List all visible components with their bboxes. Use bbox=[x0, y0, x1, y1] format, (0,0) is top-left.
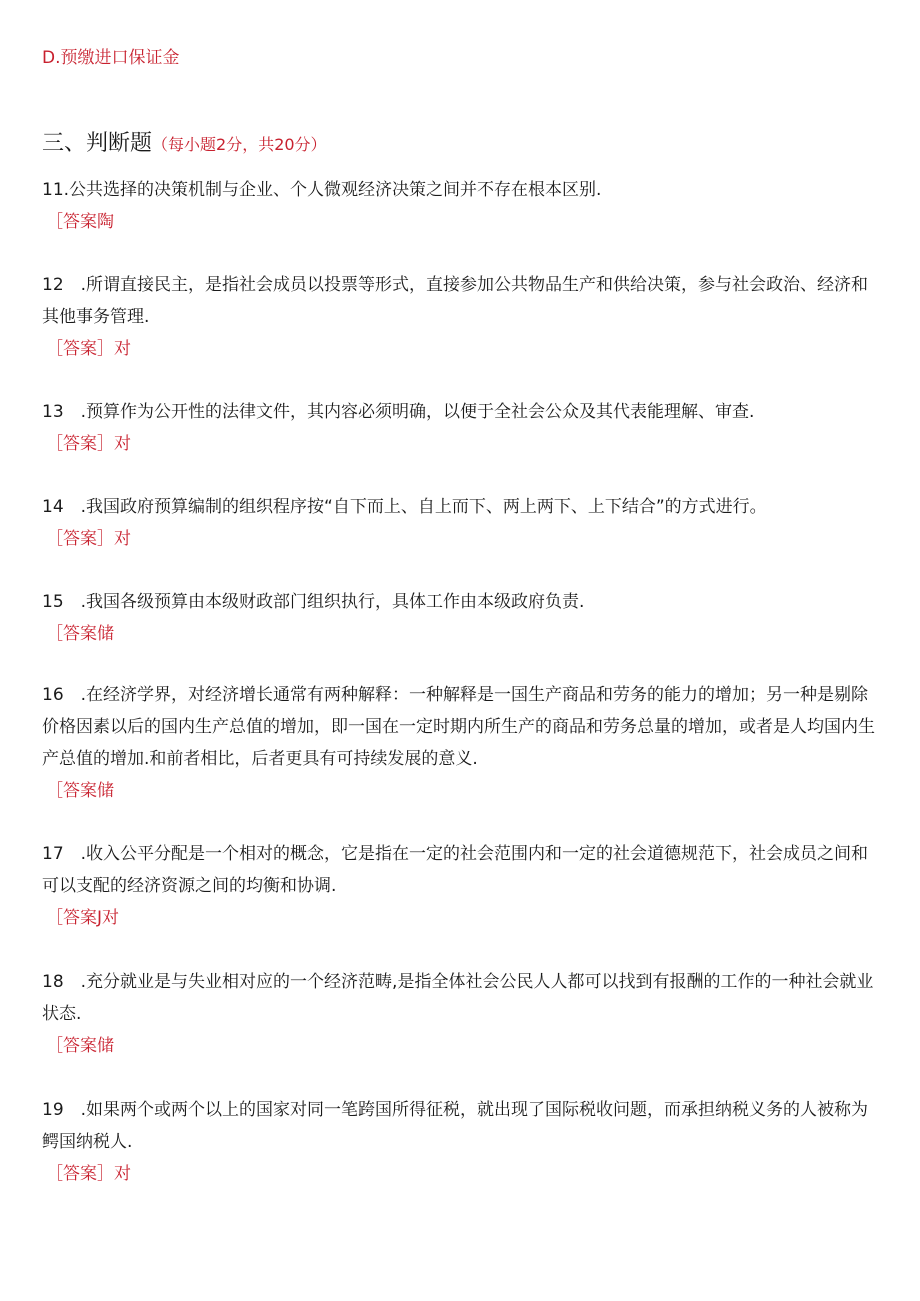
answer-label: ［答案］对 bbox=[46, 434, 131, 454]
question-13 bbox=[42, 396, 882, 460]
question-17 bbox=[42, 838, 882, 934]
question-text: 15 .我国各级预算由本级财政部门组织执行，具体工作由本级政府负责. bbox=[42, 592, 585, 612]
answer-label: ［答案储 bbox=[46, 624, 114, 644]
question-text: 13 .预算作为公开性的法律文件，其内容必须明确，以便于全社会公众及其代表能理解、审查. bbox=[42, 402, 755, 422]
question-text: 11.公共选择的决策机制与企业、个人微观经济决策之间并不存在根本区别. bbox=[42, 180, 602, 200]
answer-label: ［答案储 bbox=[46, 1036, 114, 1056]
answer-label: ［答案陶 bbox=[46, 212, 114, 232]
question-15 bbox=[42, 586, 882, 650]
answer-label: ［答案J对 bbox=[46, 908, 120, 928]
question-text: 19 .如果两个或两个以上的国家对同一笔跨国所得征税，就出现了国际税收问题，而承担纳税义务的人被称为鳄国纳税人. bbox=[42, 1100, 869, 1152]
question-19 bbox=[42, 1094, 882, 1190]
question-11 bbox=[42, 174, 882, 238]
question-text: 18 .充分就业是与失业相对应的一个经济范畴,是指全体社会公民人人都可以找到有报酬的工作的一种社会就业状态. bbox=[42, 972, 874, 1024]
answer-label: ［答案］对 bbox=[46, 529, 131, 549]
section-title: 三、判断题 bbox=[42, 131, 153, 156]
question-16 bbox=[42, 679, 882, 807]
question-text: 16 .在经济学界，对经济增长通常有两种解释：一种解释是一国生产商品和劳务的能力的增加；另一种是剔除价格因素以后的国内生产总值的增加，即一国在一定时期内所生产的商品和劳务总量的增加，或者是人均国内生产总值的增加.和前者相比，后者更具有可持续发展的意义. bbox=[42, 685, 875, 769]
question-14 bbox=[42, 491, 882, 555]
question-12 bbox=[42, 269, 882, 365]
question-text: 14 .我国政府预算编制的组织程序按“自下而上、自上而下、两上两下、上下结合”的方式进行。 bbox=[42, 497, 767, 517]
section-heading bbox=[42, 128, 327, 161]
question-text: 12 .所谓直接民主，是指社会成员以投票等形式，直接参加公共物品生产和供给决策，参与社会政治、经济和其他事务管理. bbox=[42, 275, 869, 327]
question-text: 17 .收入公平分配是一个相对的概念，它是指在一定的社会范围内和一定的社会道德规范下，社会成员之间和可以支配的经济资源之间的均衡和协调. bbox=[42, 844, 869, 896]
answer-label: ［答案］对 bbox=[46, 339, 131, 359]
answer-label: ［答案储 bbox=[46, 781, 114, 801]
question-18 bbox=[42, 966, 882, 1062]
section-note: （每小题2分，共20分） bbox=[152, 135, 327, 154]
option-d: D.预缴进口保证金 bbox=[42, 48, 180, 68]
answer-label: ［答案］对 bbox=[46, 1164, 131, 1184]
